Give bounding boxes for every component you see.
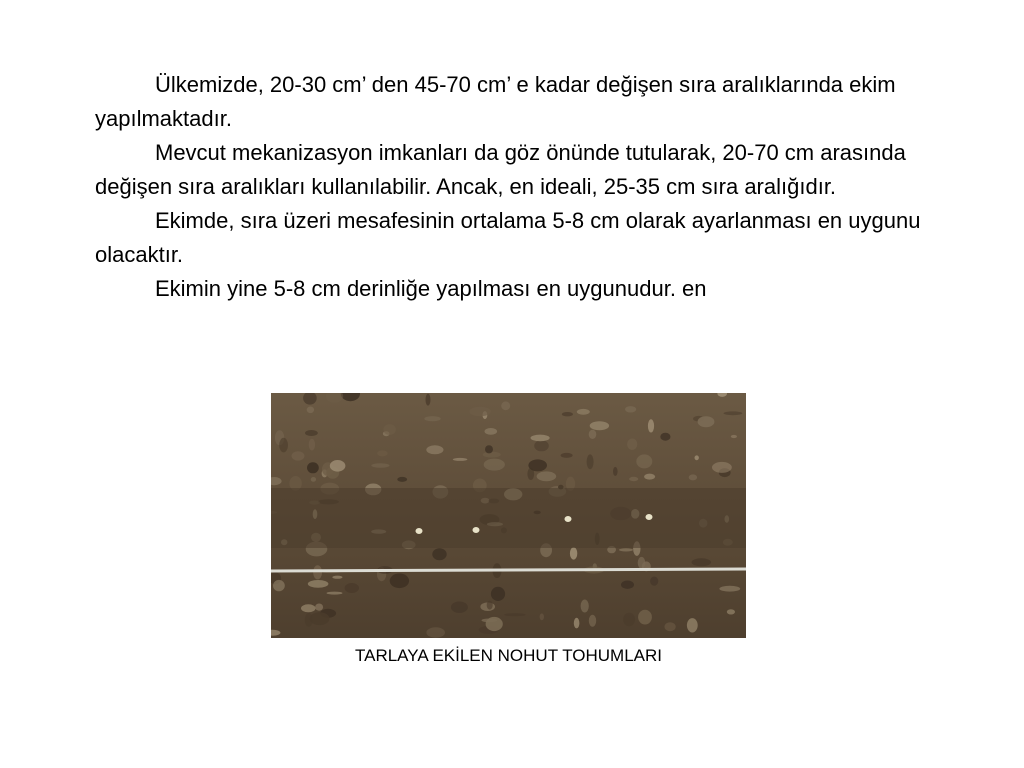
soil-clod (621, 581, 634, 589)
soil-clod (485, 428, 498, 435)
soil-clod (390, 574, 409, 589)
soil-clod (581, 600, 589, 613)
soil-clod (589, 615, 596, 627)
soil-clod (305, 430, 318, 436)
soil-clod (719, 586, 740, 592)
soil-clod (315, 604, 323, 611)
soil-clod (623, 613, 635, 626)
paragraph-2: Mevcut mekanizasyon imkanları da göz önünde tutularak, 20-70 cm arasında değişen sıra aralıkları kullanılabilir. Ancak, en ideali, 25-35 cm sıra aralığıdır. (95, 140, 906, 199)
soil-clod (371, 463, 389, 468)
soil-clod (731, 435, 737, 438)
paragraph-4: Ekimin yine 5-8 cm derinliğe yapılması en uygunudur. en (155, 276, 707, 301)
soil-clod (528, 459, 547, 471)
soil-clod (469, 407, 491, 417)
soil-clod (301, 604, 316, 612)
soil-clod (613, 467, 618, 476)
soil-clod (636, 454, 652, 468)
soil-clod (345, 583, 359, 593)
soil-clod (562, 412, 573, 416)
chickpea-seed (565, 516, 572, 522)
soil-clod (687, 618, 698, 632)
soil-clod (484, 459, 505, 471)
soil-clod (501, 401, 510, 410)
soil-clod (483, 452, 501, 458)
soil-clod (638, 557, 646, 569)
soil-seeds-photo (271, 393, 746, 638)
soil-clod (587, 454, 594, 469)
soil-clod (426, 627, 445, 637)
soil-clod (540, 613, 544, 620)
soil-clod (648, 419, 654, 432)
soil-clod (426, 394, 431, 406)
soil-clod (397, 477, 407, 482)
soil-clod (698, 416, 715, 427)
soil-clod (712, 462, 732, 473)
soil-clod (482, 619, 498, 623)
soil-clod (426, 445, 443, 454)
chickpea-seed (416, 528, 423, 534)
soil-clod (660, 433, 670, 441)
soil-clod (590, 421, 609, 430)
soil-clod (638, 610, 652, 625)
soil-clod (327, 592, 343, 595)
soil-clod (534, 440, 549, 451)
soil-clod (574, 618, 580, 629)
soil-clod (724, 411, 743, 415)
soil-clod (537, 471, 557, 481)
soil-clod (377, 450, 388, 456)
soil-clod (692, 558, 712, 566)
chickpea-seed (473, 527, 480, 533)
soil-clod (273, 580, 285, 591)
soil-clod (310, 612, 330, 625)
soil-clod (570, 547, 577, 559)
soil-clod (504, 613, 525, 616)
soil-clod (589, 430, 597, 439)
soil-clod (629, 477, 638, 481)
soil-clod (625, 406, 636, 412)
soil-clod (308, 580, 329, 588)
soil-clod (695, 455, 699, 460)
soil-clod (292, 451, 305, 460)
soil-clod (531, 435, 550, 442)
soil-clod (487, 601, 493, 610)
soil-clod (424, 416, 440, 421)
soil-clod (279, 438, 288, 453)
paragraph-3: Ekimde, sıra üzeri mesafesinin ortalama 5-8 cm olarak ayarlanması en uygunu olacaktır. (95, 208, 921, 267)
soil-clod (485, 445, 493, 453)
soil-clod (307, 462, 319, 473)
soil-clod (451, 602, 468, 613)
soil-clod (727, 609, 735, 614)
soil-clod (689, 474, 697, 480)
soil-clod (432, 548, 446, 560)
soil-clod (332, 576, 342, 579)
soil-clod (577, 409, 590, 415)
soil-clod (644, 474, 655, 480)
soil-clod (453, 458, 468, 461)
body-text (95, 68, 925, 306)
chickpea-seed (646, 514, 653, 520)
soil-clod (650, 577, 658, 586)
soil-clod (383, 424, 396, 435)
soil-clod (619, 548, 633, 551)
soil-clod (311, 477, 316, 482)
soil-clod (491, 587, 505, 601)
photo-caption: TARLAYA EKİLEN NOHUT TOHUMLARI (354, 646, 663, 665)
paragraph-1: Ülkemizde, 20-30 cm’ den 45-70 cm’ e kadar değişen sıra aralıklarında ekim yapılmaktadır. (95, 72, 896, 131)
soil-clod (307, 407, 314, 414)
soil-clod (627, 439, 637, 450)
measuring-string (271, 569, 746, 571)
soil-clod (309, 439, 315, 451)
soil-clod (561, 453, 573, 458)
furrow-band (271, 488, 746, 548)
soil-clod (665, 622, 676, 631)
soil-clod (330, 460, 346, 472)
